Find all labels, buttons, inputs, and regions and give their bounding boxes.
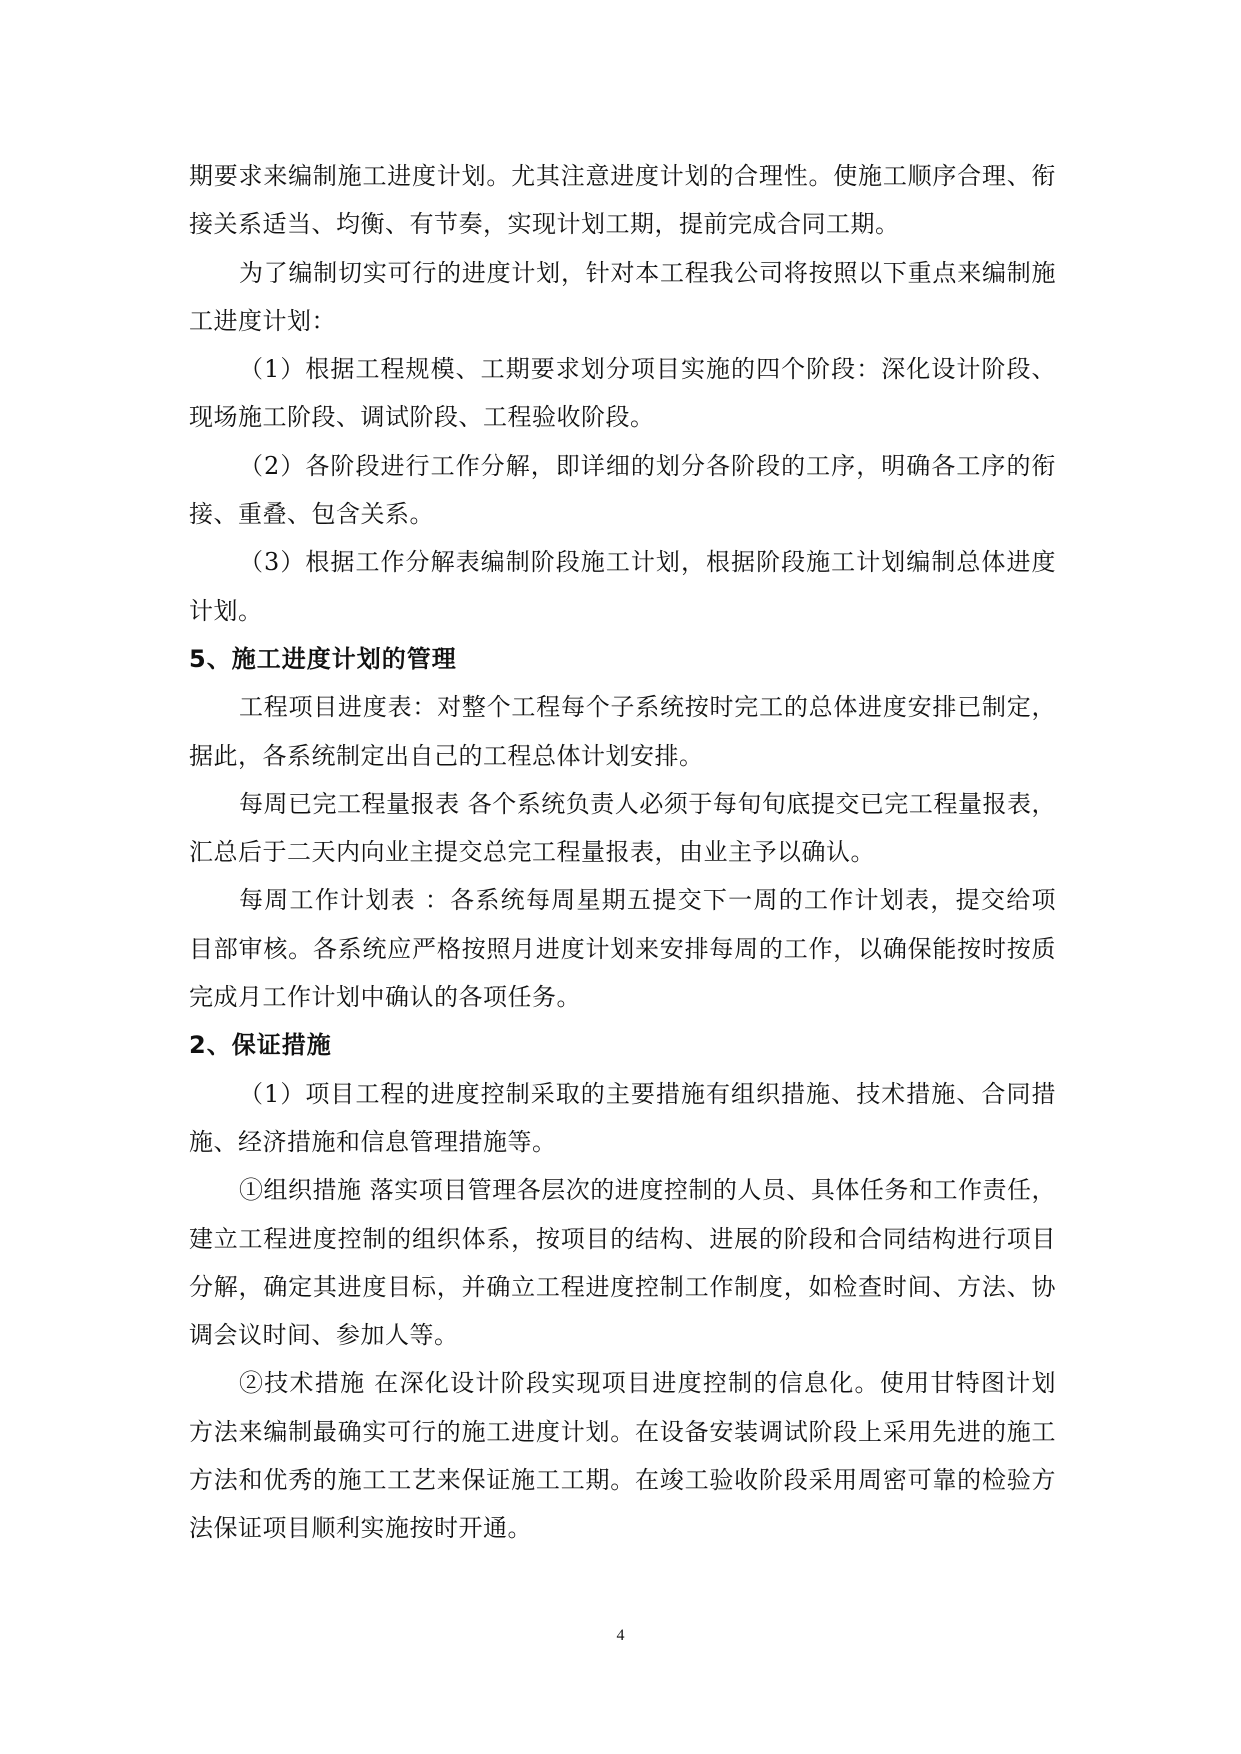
text-line: 工程项目进度表：对整个工程每个子系统按时完工的总体进度安排已制定， — [239, 693, 1056, 722]
text-line: 方法来编制最确实可行的施工进度计划。在设备安装调试阶段上采用先进的施工 — [189, 1417, 1056, 1446]
text-line: 施、经济措施和信息管理措施等。 — [189, 1127, 557, 1156]
text-line: 接、重叠、包含关系。 — [189, 500, 434, 529]
page-number: 4 — [616, 1627, 625, 1644]
text-line: 据此，各系统制定出自己的工程总体计划安排。 — [189, 741, 704, 770]
text-line: 计划。 — [189, 596, 263, 625]
text-line: 工进度计划： — [189, 306, 336, 335]
text-line: 每周已完工程量报表 各个系统负责人必须于每旬旬底提交已完工程量报表， — [239, 789, 1056, 818]
text-line: 接关系适当、均衡、有节奏，实现计划工期，提前完成合同工期。 — [189, 210, 900, 239]
text-line: 完成月工作计划中确认的各项任务。 — [189, 983, 581, 1012]
section-heading: 2、保证措施 — [189, 1031, 332, 1060]
text-line: 目部审核。各系统应严格按照月进度计划来安排每周的工作，以确保能按时按质 — [189, 934, 1056, 963]
text-line: 方法和优秀的施工工艺来保证施工工期。在竣工验收阶段采用周密可靠的检验方 — [189, 1466, 1056, 1495]
text-line: 法保证项目顺利实施按时开通。 — [189, 1514, 532, 1543]
text-line: 为了编制切实可行的进度计划，针对本工程我公司将按照以下重点来编制施 — [239, 258, 1056, 287]
text-line: （1）项目工程的进度控制采取的主要措施有组织措施、技术措施、合同措 — [239, 1079, 1056, 1108]
text-line: ②技术措施 在深化设计阶段实现项目进度控制的信息化。使用甘特图计划 — [239, 1369, 1056, 1398]
text-line: （1）根据工程规模、工期要求划分项目实施的四个阶段：深化设计阶段、 — [239, 355, 1056, 384]
text-line: ①组织措施 落实项目管理各层次的进度控制的人员、具体任务和工作责任， — [239, 1176, 1056, 1205]
text-line: 分解，确定其进度目标，并确立工程进度控制工作制度，如检查时间、方法、协 — [189, 1272, 1056, 1301]
text-line: 现场施工阶段、调试阶段、工程验收阶段。 — [189, 403, 655, 432]
text-line: 调会议时间、参加人等。 — [189, 1321, 459, 1350]
text-line: 汇总后于二天内向业主提交总完工程量报表，由业主予以确认。 — [189, 838, 875, 867]
text-line: （2）各阶段进行工作分解，即详细的划分各阶段的工序，明确各工序的衔 — [239, 451, 1056, 480]
body-text — [189, 152, 1056, 1553]
text-line: 建立工程进度控制的组织体系，按项目的结构、进展的阶段和合同结构进行项目 — [189, 1224, 1056, 1253]
text-line: 每周工作计划表 ：各系统每周星期五提交下一周的工作计划表，提交给项 — [239, 886, 1056, 915]
text-line: 期要求来编制施工进度计划。尤其注意进度计划的合理性。使施工顺序合理、衔 — [189, 162, 1056, 190]
text-line: （3）根据工作分解表编制阶段施工计划，根据阶段施工计划编制总体进度 — [239, 548, 1056, 577]
section-heading: 5、施工进度计划的管理 — [189, 644, 457, 673]
